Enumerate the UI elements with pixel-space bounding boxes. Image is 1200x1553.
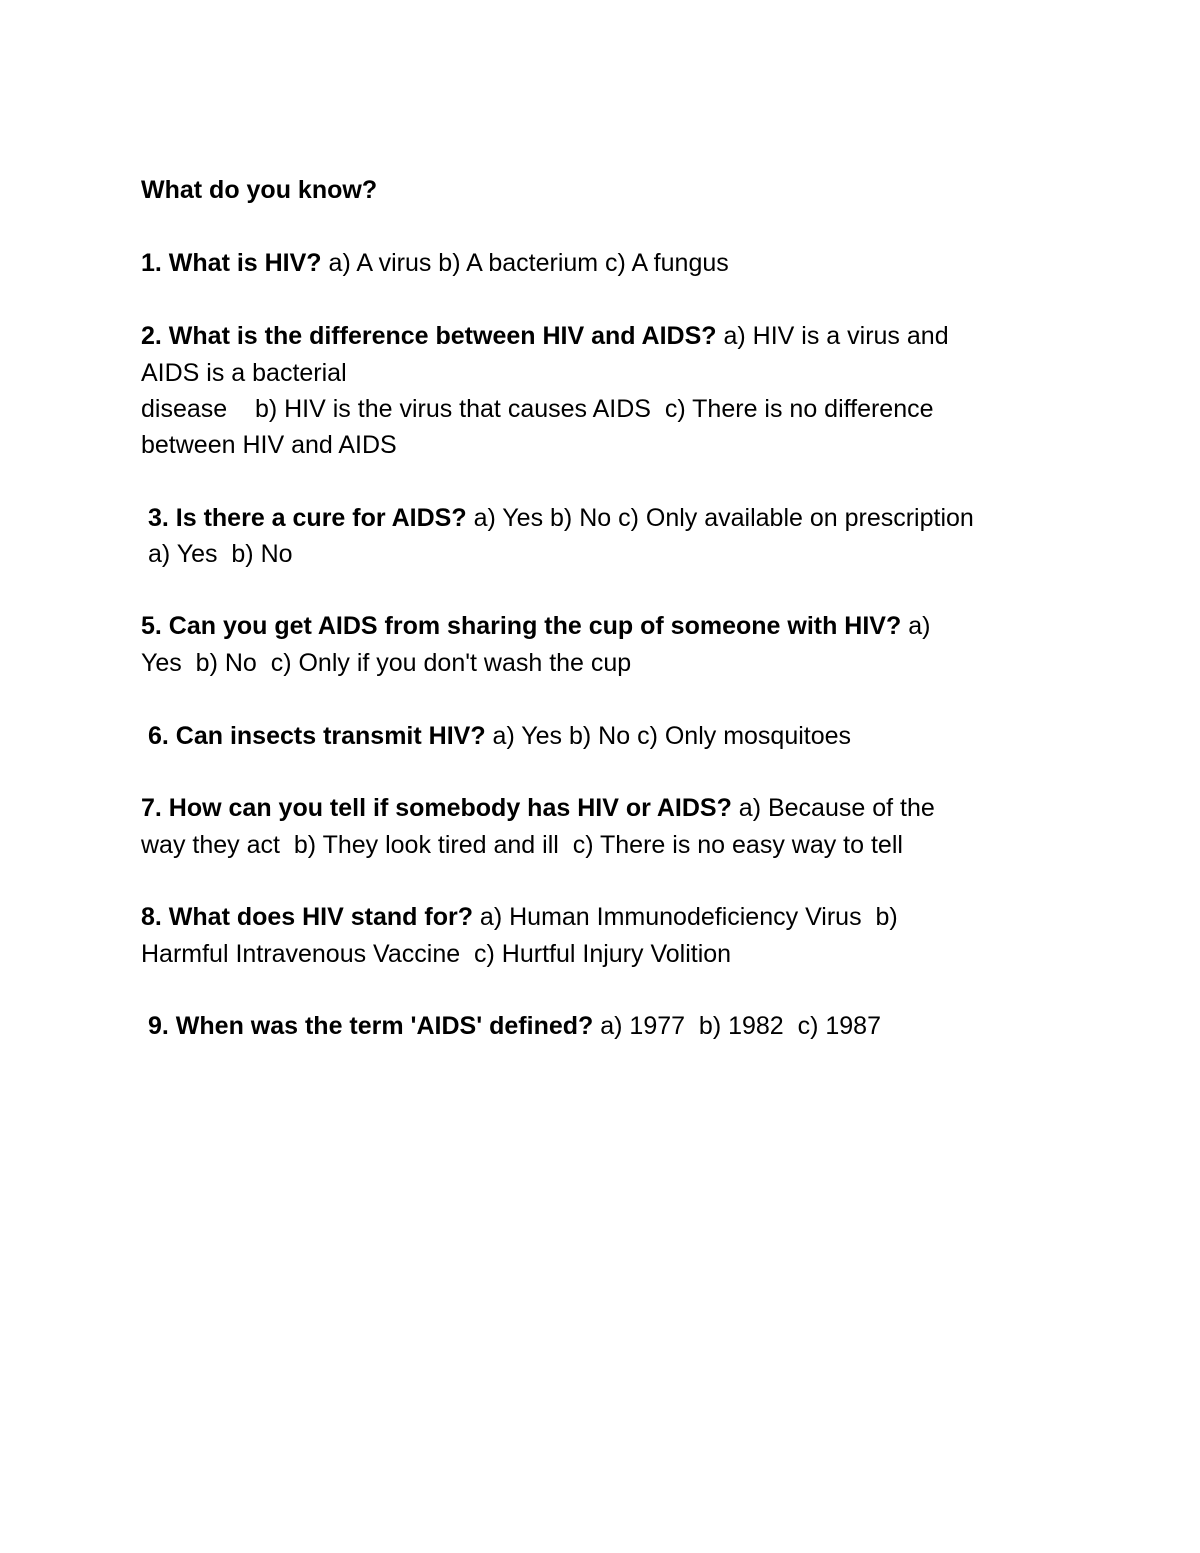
- question-2-options-line-2: AIDS is a bacterial: [141, 359, 347, 387]
- question-8-options-line-1: a) Human Immunodeficiency Virus b): [472, 903, 898, 931]
- question-6-options: a) Yes b) No c) Only mosquitoes: [485, 722, 852, 750]
- question-1-options: a) A virus b) A bacterium c) A fungus: [321, 249, 729, 277]
- question-2-options-line-4: between HIV and AIDS: [141, 431, 397, 459]
- question-9-options: a) 1977 b) 1982 c) 1987: [593, 1012, 881, 1040]
- question-8: [141, 899, 898, 935]
- question-9: [148, 1008, 881, 1044]
- question-8-options-line-2: Harmful Intravenous Vaccine c) Hurtful Injury Volition: [141, 940, 732, 968]
- question-6-text: 6. Can insects transmit HIV?: [148, 722, 486, 750]
- question-2-options-line-1: a) HIV is a virus and: [716, 322, 949, 350]
- question-5-text: 5. Can you get AIDS from sharing the cup of someone with HIV?: [141, 612, 902, 640]
- question-6: [148, 718, 851, 754]
- question-5-options-line-2: Yes b) No c) Only if you don't wash the cup: [141, 649, 632, 677]
- question-3: [148, 500, 974, 536]
- question-7-options-line-2: way they act b) They look tired and ill c) There is no easy way to tell: [141, 831, 903, 859]
- question-3-text: 3. Is there a cure for AIDS?: [148, 504, 467, 532]
- question-3-options-line-2: a) Yes b) No: [148, 540, 293, 568]
- question-3-options-line-1: a) Yes b) No c) Only available on prescription: [466, 504, 974, 532]
- question-9-text: 9. When was the term 'AIDS' defined?: [148, 1012, 594, 1040]
- question-2-text: 2. What is the difference between HIV and AIDS?: [141, 322, 717, 350]
- question-1: [141, 245, 729, 281]
- question-7: [141, 790, 935, 826]
- question-5: [141, 608, 930, 644]
- question-8-text: 8. What does HIV stand for?: [141, 903, 473, 931]
- question-7-text: 7. How can you tell if somebody has HIV or AIDS?: [141, 794, 732, 822]
- page-title: What do you know?: [141, 176, 378, 204]
- question-1-text: 1. What is HIV?: [141, 249, 322, 277]
- question-2-options-line-3: disease b) HIV is the virus that causes AIDS c) There is no difference: [141, 395, 934, 423]
- question-2: [141, 318, 949, 354]
- question-7-options-line-1: a) Because of the: [731, 794, 935, 822]
- question-5-options-line-1: a): [901, 612, 931, 640]
